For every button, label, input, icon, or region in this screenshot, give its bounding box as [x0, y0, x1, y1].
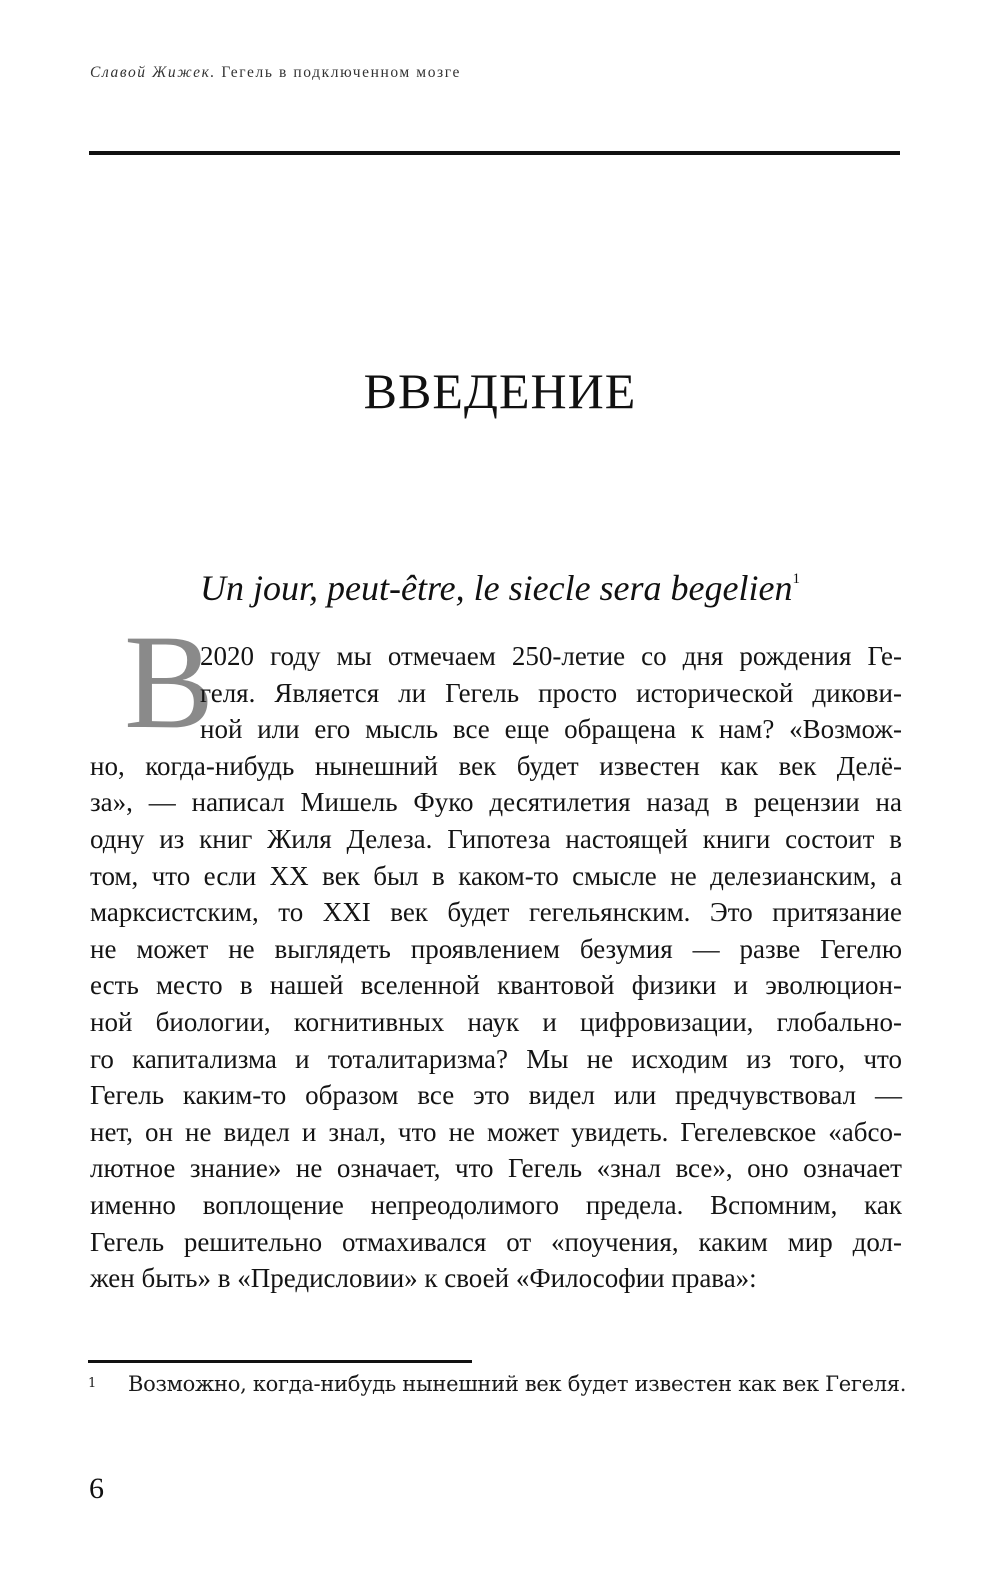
body-line: именно воплощение непреодолимого предела. Вспомним, как — [90, 1189, 902, 1220]
epigraph-text: Un jour, peut-être, le siecle sera begelien — [200, 568, 793, 608]
body-line: одну из книг Жиля Делеза. Гипотеза настоящей книги состоит в — [90, 823, 902, 854]
running-head — [90, 64, 461, 82]
footnote-rule — [88, 1360, 472, 1363]
footnote-mark: 1 — [88, 1376, 96, 1391]
epigraph — [0, 567, 1000, 609]
running-head-book-title: Гегель в подключенном мозге — [221, 64, 462, 81]
body-line: лютное знание» не означает, что Гегель «знал все», оно означает — [90, 1153, 902, 1184]
body-line: но, когда-нибудь нынешний век будет известен как век Делё- — [90, 750, 902, 781]
drop-cap: В — [124, 608, 215, 757]
body-line: том, что если XX век был в каком-то смысле не делезианским, а — [90, 860, 902, 891]
body-line: не может не выглядеть проявлением безумия — разве Гегелю — [90, 933, 902, 964]
body-line: ной биологии, когнитивных наук и цифровизации, глобально- — [90, 1006, 902, 1037]
running-head-author: Славой Жижек. — [90, 64, 216, 81]
body-line: жен быть» в «Предисловии» к своей «Философии права»: — [90, 1263, 757, 1294]
body-paragraph — [90, 638, 902, 1297]
footnote — [88, 1372, 906, 1396]
body-line: геля. Является ли Гегель просто исторической дикови- — [200, 677, 902, 708]
body-line: Гегель решительно отмахивался от «поучения, каким мир дол- — [90, 1226, 902, 1257]
header-rule — [89, 151, 900, 155]
footnote-reference: 1 — [792, 571, 800, 587]
body-line: Гегель каким-то образом все это видел или предчувствовал — — [90, 1080, 902, 1111]
body-line: за», — написал Мишель Фуко десятилетия назад в рецензии на — [90, 787, 902, 818]
body-line: есть место в нашей вселенной квантовой физики и эволюцион- — [90, 970, 902, 1001]
body-line: 2020 году мы отмечаем 250-летие со дня рождения Ге- — [200, 641, 902, 671]
page-number: 6 — [89, 1472, 104, 1505]
body-line: марксистским, то XXI век будет гегельянским. Это притязание — [90, 897, 902, 928]
body-line: го капитализма и тоталитаризма? Мы не исходим из того, что — [90, 1043, 902, 1074]
body-line: нет, он не видел и знал, что не может увидеть. Гегелевское «абсо- — [90, 1116, 902, 1147]
chapter-title: ВВЕДЕНИЕ — [363, 363, 637, 419]
footnote-text: Возможно, когда-нибудь нынешний век будет известен как век Гегеля. — [128, 1372, 907, 1396]
body-line: ной или его мысль все еще обращена к нам? «Возмож- — [200, 714, 902, 745]
